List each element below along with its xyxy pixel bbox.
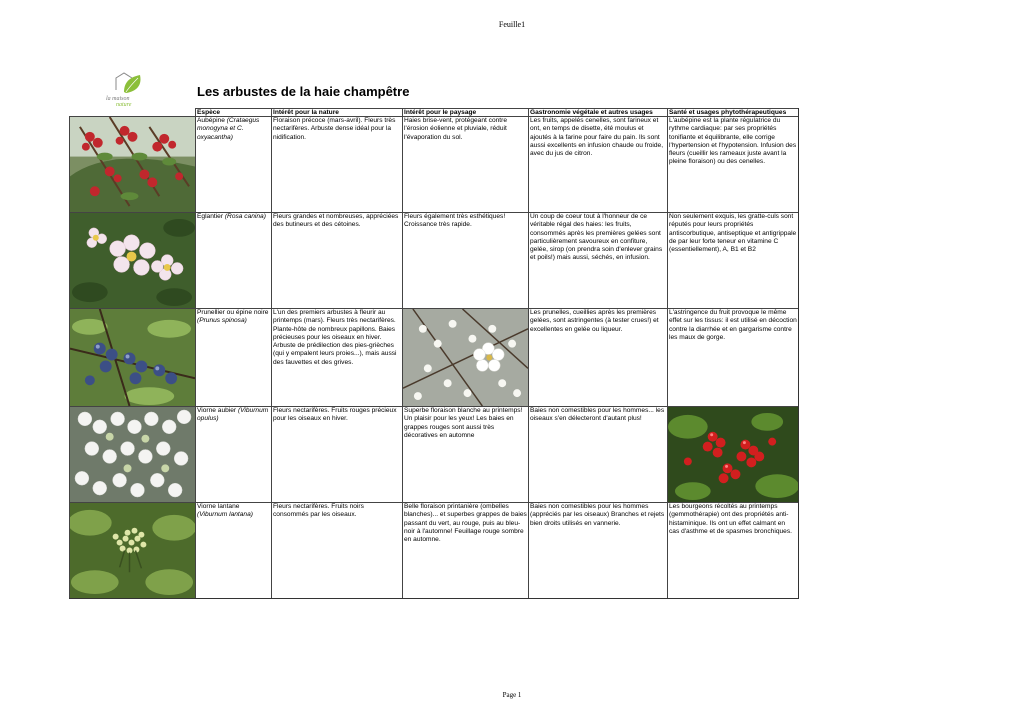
species-name: Viorne aubier <box>197 407 238 414</box>
gastronomy-cell: Baies non comestibles pour les hommes (appréciés par les oiseaux) Branches et rejets bien droits utilisés en vannerie. <box>528 502 667 598</box>
wayfaring-tree-flowers-photo <box>69 502 195 598</box>
health-cell: Les bourgeons récoltés au printemps (gemmothérapie) ont des propriétés anti-histaminique. Ils ont un effet calmant en cas d'asthme et de spasmes bronchiques. <box>667 502 798 598</box>
species-latin: (Crataegus monogyna et C. oxyacantha) <box>197 117 260 141</box>
species-latin: (Viburnum lantana) <box>197 511 253 519</box>
species-latin: (Viburnum opulus) <box>197 407 269 423</box>
page-title: Les arbustes de la haie champêtre <box>197 84 410 99</box>
hawthorn-berries-photo <box>69 116 195 212</box>
species-name: Prunellier ou épine noire <box>197 309 269 316</box>
gastronomy-cell: Les prunelles, cueillies après les premières gelées, sont astringentes (à tester crues!) et excellentes en gelée ou liqueur. <box>528 308 667 406</box>
header-landscape: Intérêt pour le paysage <box>402 108 528 116</box>
health-cell: Non seulement exquis, les gratte-culs sont réputés pour leurs propriétés antiscorbutique, antiseptique et antigrippale de par leur forte teneur en vitamine C (essentiellement), A, B1 et B2 <box>667 212 798 308</box>
header-blank <box>69 108 195 116</box>
page-number: Page 1 <box>502 691 522 699</box>
shrubs-table <box>69 108 799 599</box>
species-latin: (Prunus spinosa) <box>197 317 247 325</box>
header-health: Santé et usages phytothérapeutiques <box>667 108 798 116</box>
health-cell: L'aubépine est la plante régulatrice du rythme cardiaque: par ses propriétés tonifiante et équilibrante, elle corrige l'hypertension et l'hypotension. Infusion des fleurs (cueillir les rameaux juste avant la pleine floraison) ou des cenelles. <box>667 116 798 212</box>
species-latin: (Rosa canina) <box>224 213 266 220</box>
nature-cell: L'un des premiers arbustes à fleurir au printemps (mars). Fleurs très nectarifères. Plante-hôte de nombreux papillons. Baies précieuses pour les oiseaux en hiver. Arbuste de prédilection des pies-grièches (qui y empalent leurs proies...), mais aussi des fauvettes et des grives. <box>271 308 402 406</box>
logo-text-line1: la maison <box>106 96 130 102</box>
gastronomy-cell: Un coup de coeur tout à l'honneur de ce véritable régal des haies: les fruits, consommés après les premières gelées sont particulièrement savoureux en confiture, gelée, sirop (on prendra soin d'enlever grains et poils!) mais aussi, séchés, en infusion. <box>528 212 667 308</box>
nature-cell: Fleurs nectarifères. Fruits noirs consommés par les oiseaux. <box>271 502 402 598</box>
blackthorn-blossom-photo <box>402 308 528 406</box>
gastronomy-cell: Les fruits, appelés cenelles, sont farineux et ont, en temps de disette, été moulus et ajoutés à la farine pour faire du pain. Ils sont aussi excellents en infusion chaude ou froide, avec du jus de citron. <box>528 116 667 212</box>
landscape-cell: Fleurs également très esthétiques! Croissance très rapide. <box>402 212 528 308</box>
landscape-cell: Superbe floraison blanche au printemps! Un plaisir pour les yeux! Les baies en grappes rouges sont aussi très décoratives en automne <box>402 406 528 502</box>
leaf-house-logo <box>104 72 146 108</box>
header-nature: Intérêt pour la nature <box>271 108 402 116</box>
species-cell <box>195 212 271 308</box>
species-cell <box>195 502 271 598</box>
species-name: Viorne lantane <box>197 503 240 510</box>
landscape-cell: Haies brise-vent, protégeant contre l'érosion éolienne et pluviale, réduit l'évaporation du sol. <box>402 116 528 212</box>
species-name: Aubépine <box>197 117 227 124</box>
species-name: Eglantier <box>197 213 225 220</box>
nature-cell: Fleurs grandes et nombreuses, appréciées des butineurs et des cétoines. <box>271 212 402 308</box>
nature-cell: Floraison précoce (mars-avril). Fleurs très nectarifères. Arbuste dense idéal pour la nidification. <box>271 116 402 212</box>
logo-text-line2: nature <box>116 102 132 108</box>
header-species: Espèce <box>195 108 271 116</box>
gastronomy-cell: Baies non comestibles pour les hommes... les oiseaux s'en délecteront d'autant plus! <box>528 406 667 502</box>
landscape-cell: Belle floraison printanière (ombelles blanches)... et superbes grappes de baies passant du vert, au rouge, puis au bleu-noir à l'automne! Feuillage rouge sombre en automne. <box>402 502 528 598</box>
dog-rose-flower-photo <box>69 212 195 308</box>
health-cell: L'astringence du fruit provoque le même effet sur les tissus: il est utilisé en décoction contre la diarrhée et en gargarisme contre les maux de gorge. <box>667 308 798 406</box>
nature-cell: Fleurs nectarifères. Fruits rouges précieux pour les oiseaux en hiver. <box>271 406 402 502</box>
species-cell <box>195 406 271 502</box>
red-viburnum-berries-photo <box>667 406 798 502</box>
sloe-berries-photo <box>69 308 195 406</box>
header-gastronomy: Gastronomie végétale et autres usages <box>528 108 667 116</box>
sheet-name: Feuille1 <box>498 20 526 29</box>
species-cell <box>195 116 271 212</box>
guelder-rose-flowers-photo <box>69 406 195 502</box>
species-cell <box>195 308 271 406</box>
